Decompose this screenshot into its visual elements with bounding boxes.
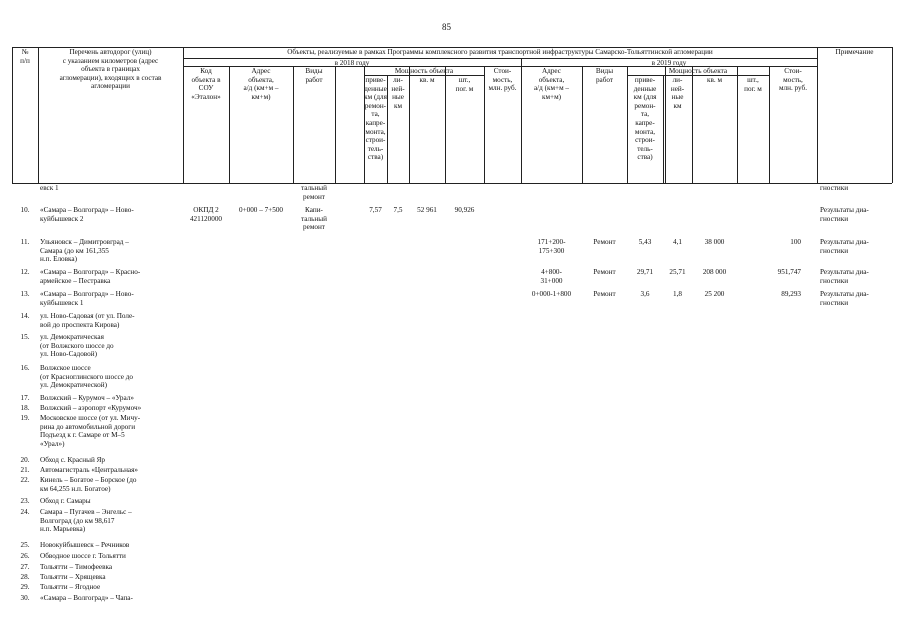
cell-note: Результаты диа- гностики xyxy=(820,268,869,285)
cell-works-19: Ремонт xyxy=(593,290,616,298)
cell-name: Новокуйбышевск – Речников xyxy=(40,541,130,549)
grid-line xyxy=(892,47,893,183)
page-number: 85 xyxy=(442,22,451,32)
cell-note: Результаты диа- гностики xyxy=(820,290,869,307)
cell-num: 12. xyxy=(20,268,30,276)
grid-line xyxy=(335,66,336,183)
header-num: № п/п xyxy=(20,48,30,65)
cell-sqm-18: 52 961 xyxy=(417,206,437,214)
cell-works-19: Ремонт xyxy=(593,238,616,246)
cell-name: Ульяновск – Димитровград – Самара (до км 161,355 н.п. Еловка) xyxy=(40,238,129,264)
cell-num: 27. xyxy=(20,563,30,571)
cell-num: 22. xyxy=(20,476,30,484)
cell-red-19: 5,43 xyxy=(638,238,652,246)
cell-name: Волжский – аэропорт «Курумоч» xyxy=(40,404,142,412)
cell-works-18: Капи- тальный ремонт xyxy=(301,206,327,232)
header-works-2019: Виды работ xyxy=(595,67,614,84)
header-year-2018: в 2018 году xyxy=(334,59,370,67)
cell-lin-19: 1,8 xyxy=(673,290,682,298)
cell-num: 10. xyxy=(20,206,30,214)
cell-red-19: 3,6 xyxy=(640,290,650,298)
cell-lin-18: 7,5 xyxy=(393,206,403,214)
cell-note: Результаты диа- гностики xyxy=(820,238,869,255)
cell-num: 20. xyxy=(20,456,30,464)
cell-addr-19: 4+800- 31+000 xyxy=(540,268,563,285)
cell-name: Автомагистраль «Центральная» xyxy=(40,466,139,474)
header-year-2019: в 2019 году xyxy=(651,59,687,67)
cell-name: Обход с. Красный Яр xyxy=(40,456,105,464)
cell-name: «Самара – Волгоград» – Красно- армейское – Пестравка xyxy=(40,268,141,285)
cell-num: 30. xyxy=(20,594,30,602)
cell-note: Результаты диа- гностики xyxy=(820,206,869,223)
header-reduced-km-2019: приве- денные км (для ремон- та, капре- монта, строи- тель- ства) xyxy=(633,76,657,162)
cell-name: Тольятти – Тимофеевка xyxy=(40,563,113,571)
cell-num: 16. xyxy=(20,364,30,372)
cell-sqm-19: 25 200 xyxy=(704,290,725,298)
cell-num: 19. xyxy=(20,414,30,422)
header-objects: Объекты, реализуемые в рамках Программы комплексного развития транспортной инфраструктуры Самарско-Тольяттинской агломерации xyxy=(287,48,713,56)
header-pcs-2018: шт., пог. м xyxy=(455,76,474,93)
cell-name: «Самара – Волгоград» – Ново- куйбышевск 1 xyxy=(40,290,134,307)
grid-line xyxy=(817,47,818,183)
cell-cost-19: 951,747 xyxy=(777,268,801,276)
cell-cost-18: 90,926 xyxy=(454,206,475,214)
header-pcs-2019: шт., пог. м xyxy=(744,76,762,93)
cell-name: Волжский – Курумоч – «Урал» xyxy=(40,394,134,402)
cell-num: 17. xyxy=(20,394,30,402)
cell-addr-19: 171+200- 175+300 xyxy=(537,238,566,255)
cell-name: Обход г. Самары xyxy=(40,497,91,505)
header-cost-2018: Стои- мость, млн. руб. xyxy=(488,67,517,93)
grid-line xyxy=(692,75,693,183)
cell-red-18: 7,57 xyxy=(369,206,382,214)
header-note: Примечание xyxy=(835,48,874,56)
cell-red-19: 29,71 xyxy=(636,268,654,276)
header-linear-km-2018: ли- ней- ные км xyxy=(391,76,405,110)
header-works-2018: Виды работ xyxy=(305,67,323,84)
cell-name: евск 1 xyxy=(40,184,59,192)
cell-num: 18. xyxy=(20,404,30,412)
cell-name: «Самара – Волгоград» – Ново- куйбышевск 2 xyxy=(40,206,134,223)
cell-cost-19: 89,293 xyxy=(781,290,801,298)
grid-line xyxy=(12,47,13,183)
cell-lin-19: 25,71 xyxy=(669,268,686,276)
header-address-2019: Адрес объекта, а/д (км+м – км+м) xyxy=(533,67,570,101)
cell-num: 21. xyxy=(20,466,30,474)
cell-note: гностики xyxy=(820,184,849,192)
header-capacity-2019: Мощность объекта xyxy=(668,67,728,75)
header-sqm-2019: кв. м xyxy=(706,76,723,84)
cell-name: Московское шоссе (от ул. Мичу- рина до автомобильной дороги Подъезд к г. Самаре от М–5 «Урал») xyxy=(40,414,141,448)
cell-name: «Самара – Волгоград» – Чапа- xyxy=(40,594,133,602)
cell-name: Самара – Пугачев – Энгельс – Волгоград (до км 98,617 н.п. Марьевка) xyxy=(40,508,132,534)
header-roads: Перечень автодорог (улиц) с указанием километров (адрес объекта в границах агломерации), входящих в состав агломерации xyxy=(59,48,162,91)
cell-num: 15. xyxy=(20,333,30,341)
cell-num: 26. xyxy=(20,552,30,560)
header-code-2018: Код объекта в СОУ «Эталон» xyxy=(191,67,221,101)
cell-num: 24. xyxy=(20,508,30,516)
cell-name: Волжское шоссе (от Красноглинского шоссе до ул. Демократической) xyxy=(40,364,133,390)
cell-addr-19: 0+000-1+800 xyxy=(531,290,572,298)
cell-name: ул. Ново-Садовая (от ул. Поле- вой до проспекта Кирова) xyxy=(40,312,135,329)
cell-code-18: ОКПД 2 421120000 xyxy=(189,206,223,223)
cell-lin-19: 4,1 xyxy=(673,238,682,246)
cell-num: 14. xyxy=(20,312,30,320)
cell-name: Тольятти – Хрящевка xyxy=(40,573,106,581)
cell-num: 11. xyxy=(20,238,30,246)
header-address-2018: Адрес объекта, а/д (км+м – км+м) xyxy=(243,67,279,101)
header-linear-km-2019: ли- ней- ные км xyxy=(670,76,685,110)
cell-name: ул. Демократическая (от Волжского шоссе до ул. Ново-Садовой) xyxy=(40,333,114,359)
cell-sqm-19: 38 000 xyxy=(704,238,725,246)
cell-num: 28. xyxy=(20,573,30,581)
cell-num: 25. xyxy=(20,541,30,549)
cell-num: 29. xyxy=(20,583,30,591)
cell-name: Обводное шоссе г. Тольятти xyxy=(40,552,126,560)
cell-name: Тольятти – Ягодное xyxy=(40,583,101,591)
cell-num: 23. xyxy=(20,497,30,505)
cell-addr-18: 0+000 – 7+500 xyxy=(238,206,284,214)
cell-num: 13. xyxy=(20,290,30,298)
header-reduced-km-2018: приве- денные км (для ремон- та, капре- монта, строи- тель- ства) xyxy=(364,76,387,162)
cell-name: Кинель – Богатое – Борское (до км 64,255 н.п. Богатое) xyxy=(40,476,137,493)
header-cost-2019: Стои- мость, млн. руб. xyxy=(778,67,808,93)
header-capacity-2018: Мощность объекта xyxy=(394,67,454,75)
cell-works-19: Ремонт xyxy=(593,268,616,276)
cell-cost-19: 100 xyxy=(790,238,801,246)
cell-sqm-19: 208 000 xyxy=(702,268,727,276)
header-sqm-2018: кв. м xyxy=(419,76,435,84)
cell-works-18: тальный ремонт xyxy=(301,184,327,201)
grid-line xyxy=(409,75,410,183)
